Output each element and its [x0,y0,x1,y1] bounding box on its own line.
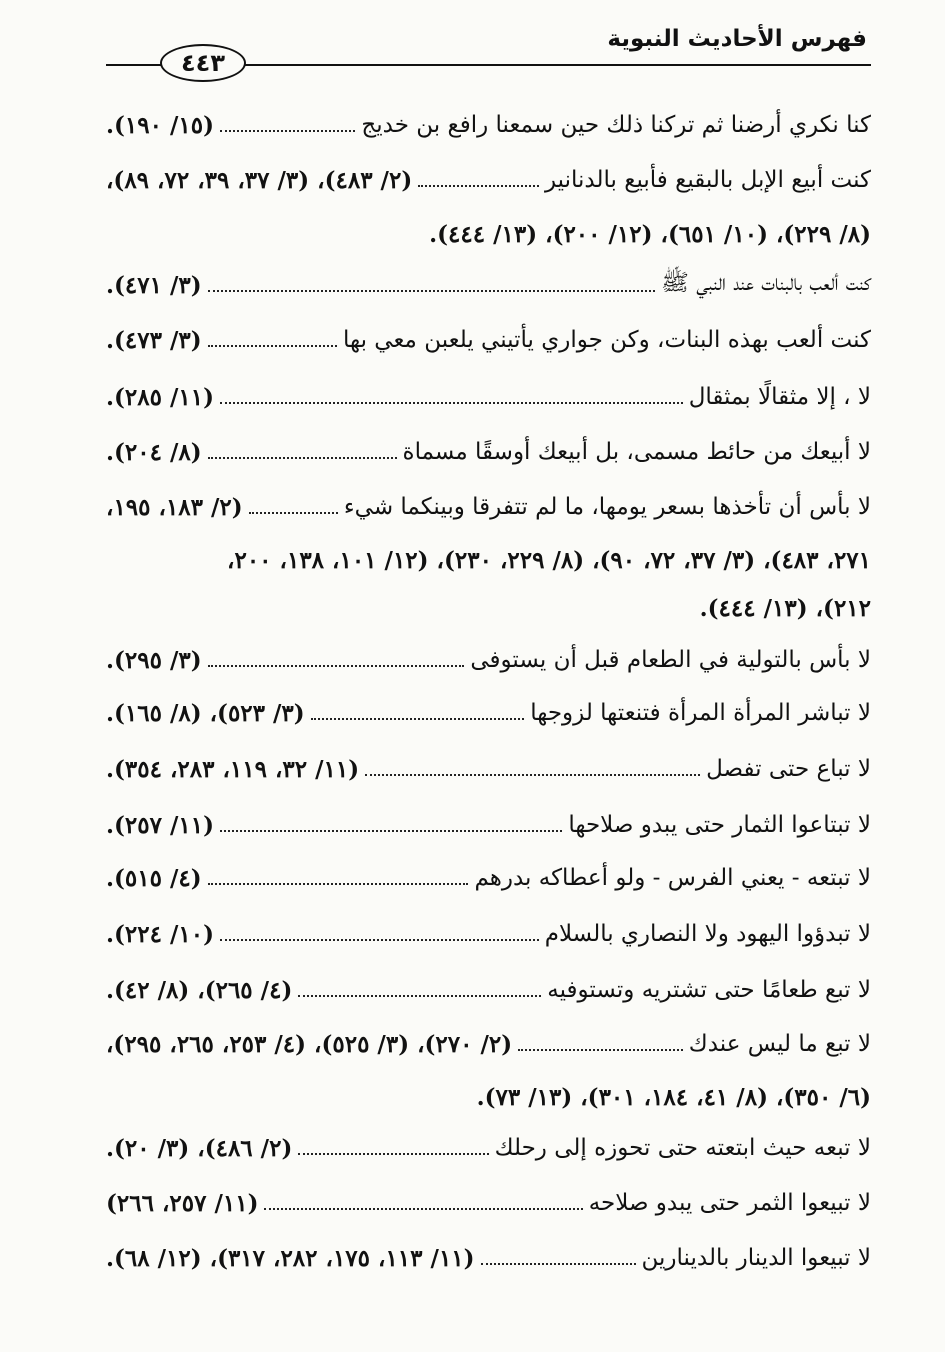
hadith-references: (١١/ ١١٣، ١٧٥، ٢٨٢، ٣١٧)، (١٢/ ٦٨). [106,1244,475,1272]
dot-leader [518,1049,683,1051]
hadith-text: لا بأس بالتولية في الطعام قبل أن يستوفى [470,647,871,673]
index-entry [106,805,871,845]
hadith-text: لا تباع حتى تفصل [706,756,871,782]
index-entry [106,265,871,305]
hadith-text: لا تبعه حيث ابتعته حتى تحوزه إلى رحلك [494,1135,871,1161]
index-entry [106,1024,871,1064]
hadith-references: (١١/ ٢٥٧، ٢٦٦) [106,1189,259,1217]
dot-leader [249,512,338,514]
dot-leader [220,402,683,404]
hadith-text: لا تبع ما ليس عندك [688,1031,871,1057]
index-entry [106,1128,871,1168]
dot-leader [264,1208,582,1210]
hadith-references: (٤/ ٢٦٥)، (٨/ ٤٢). [106,976,293,1004]
dot-leader [220,830,562,832]
hadith-references: (٢/ ٤٨٣)، (٣/ ٣٧، ٣٩، ٧٢، ٨٩)، [106,166,413,194]
hadith-text: لا تبدؤوا اليهود ولا النصاري بالسلام [544,921,871,947]
hadith-references: (٢/ ١٨٣، ١٩٥، [106,493,243,521]
dot-leader [208,457,397,459]
hadith-references: (٣/ ٥٢٣)، (٨/ ١٦٥). [106,699,305,727]
dot-leader [208,665,465,667]
index-entry [106,914,871,954]
hadith-text: كنت أبيع الإبل بالبقيع فأبيع بالدنانير [544,167,871,193]
dot-leader [418,185,539,187]
hadith-references: (٣/ ٢٩٥). [106,646,202,674]
dot-leader [208,345,337,347]
hadith-text: كنا نكري أرضنا ثم تركنا ذلك حين سمعنا رافع بن خديج [361,112,871,138]
dot-leader [208,883,469,885]
hadith-text: لا بأس أن تأخذها بسعر يومها، ما لم تتفرقا وبينكما شيء [343,494,871,520]
dot-leader [298,995,541,997]
hadith-references: (١١/ ٢٥٧). [106,811,214,839]
dot-leader [311,718,525,720]
hadith-references: (١١/ ٢٨٥). [106,383,214,411]
hadith-text: لا تبع طعامًا حتى تشتريه وتستوفيه [547,977,871,1003]
hadith-references: (١٠/ ٢٢٤). [106,920,214,948]
index-entry [106,320,871,360]
hadith-references-continued: (٨/ ٢٢٩)، (١٠/ ٦٥١)، (١٢/ ٢٠٠)، (١٣/ ٤٤٤). [429,220,871,248]
hadith-text: لا تبتاعوا الثمار حتى يبدو صلاحها [568,812,871,838]
index-entry [106,640,871,680]
hadith-references-continued: ٢١٢)، (١٣/ ٤٤٤). [699,594,871,622]
hadith-references: (٣/ ٤٧٣). [106,326,202,354]
index-entry [106,377,871,417]
hadith-text: كنت ألعب بهذه البنات، وكن جواري يأتيني يلعبن معي بها [342,327,871,353]
hadith-text: لا تبيعوا الثمر حتى يبدو صلاحه [588,1190,871,1216]
hadith-references: (١١/ ٣٢، ١١٩، ٢٨٣، ٣٥٤). [106,755,360,783]
hadith-references: (١٥/ ١٩٠). [106,111,214,139]
dot-leader [365,774,700,776]
page-header-title: فهرس الأحاديث النبوية [607,26,867,52]
hadith-text: لا تبتعه - يعني الفرس - ولو أعطاكه بدرهم [474,865,871,891]
index-entry [106,160,871,200]
index-entry-continuation [106,214,871,254]
index-entry [106,1238,871,1278]
hadith-text: كنت ألعب بالبنات عند النبي ﷺ [661,270,871,296]
hadith-text: لا تباشر المرأة المرأة فتنعتها لزوجها [530,700,871,726]
hadith-text: لا ، إلا مثقالًا بمثقال [688,384,871,410]
index-entry [106,749,871,789]
page-number-badge: ٤٤٣ [160,44,246,82]
hadith-text: لا أبيعك من حائط مسمى، بل أبيعك أوسقًا مسماة [402,439,871,465]
hadith-references: (٢/ ٢٧٠)، (٣/ ٥٢٥)، (٤/ ٢٥٣، ٢٦٥، ٢٩٥)، [106,1030,513,1058]
index-entry [106,1183,871,1223]
dot-leader [220,939,539,941]
index-entry [106,970,871,1010]
hadith-references: (٢/ ٤٨٦)، (٣/ ٢٠). [106,1134,293,1162]
index-entry [106,693,871,733]
hadith-references: (٣/ ٤٧١). [106,271,202,299]
index-entry-continuation [106,540,871,580]
dot-leader [298,1153,488,1155]
dot-leader [481,1263,636,1265]
index-entry [106,432,871,472]
index-entry [106,105,871,145]
index-entry [106,487,871,527]
hadith-text: لا تبيعوا الدينار بالدينارين [641,1245,871,1271]
dot-leader [208,290,656,292]
hadith-references: (٨/ ٢٠٤). [106,438,202,466]
dot-leader [220,130,355,132]
index-entry [106,858,871,898]
hadith-references-continued: ٢٧١، ٤٨٣)، (٣/ ٣٧، ٧٢، ٩٠)، (٨/ ٢٢٩، ٢٣٠)، (١٢/ ١٠١، ١٣٨، ٢٠٠، [227,546,871,574]
index-entry-continuation [106,588,871,628]
hadith-references: (٤/ ٥١٥). [106,864,202,892]
hadith-references-continued: (٦/ ٣٥٠)، (٨/ ٤١، ١٨٤، ٣٠١)، (١٣/ ٧٣). [476,1083,871,1111]
index-entry-continuation [106,1077,871,1117]
